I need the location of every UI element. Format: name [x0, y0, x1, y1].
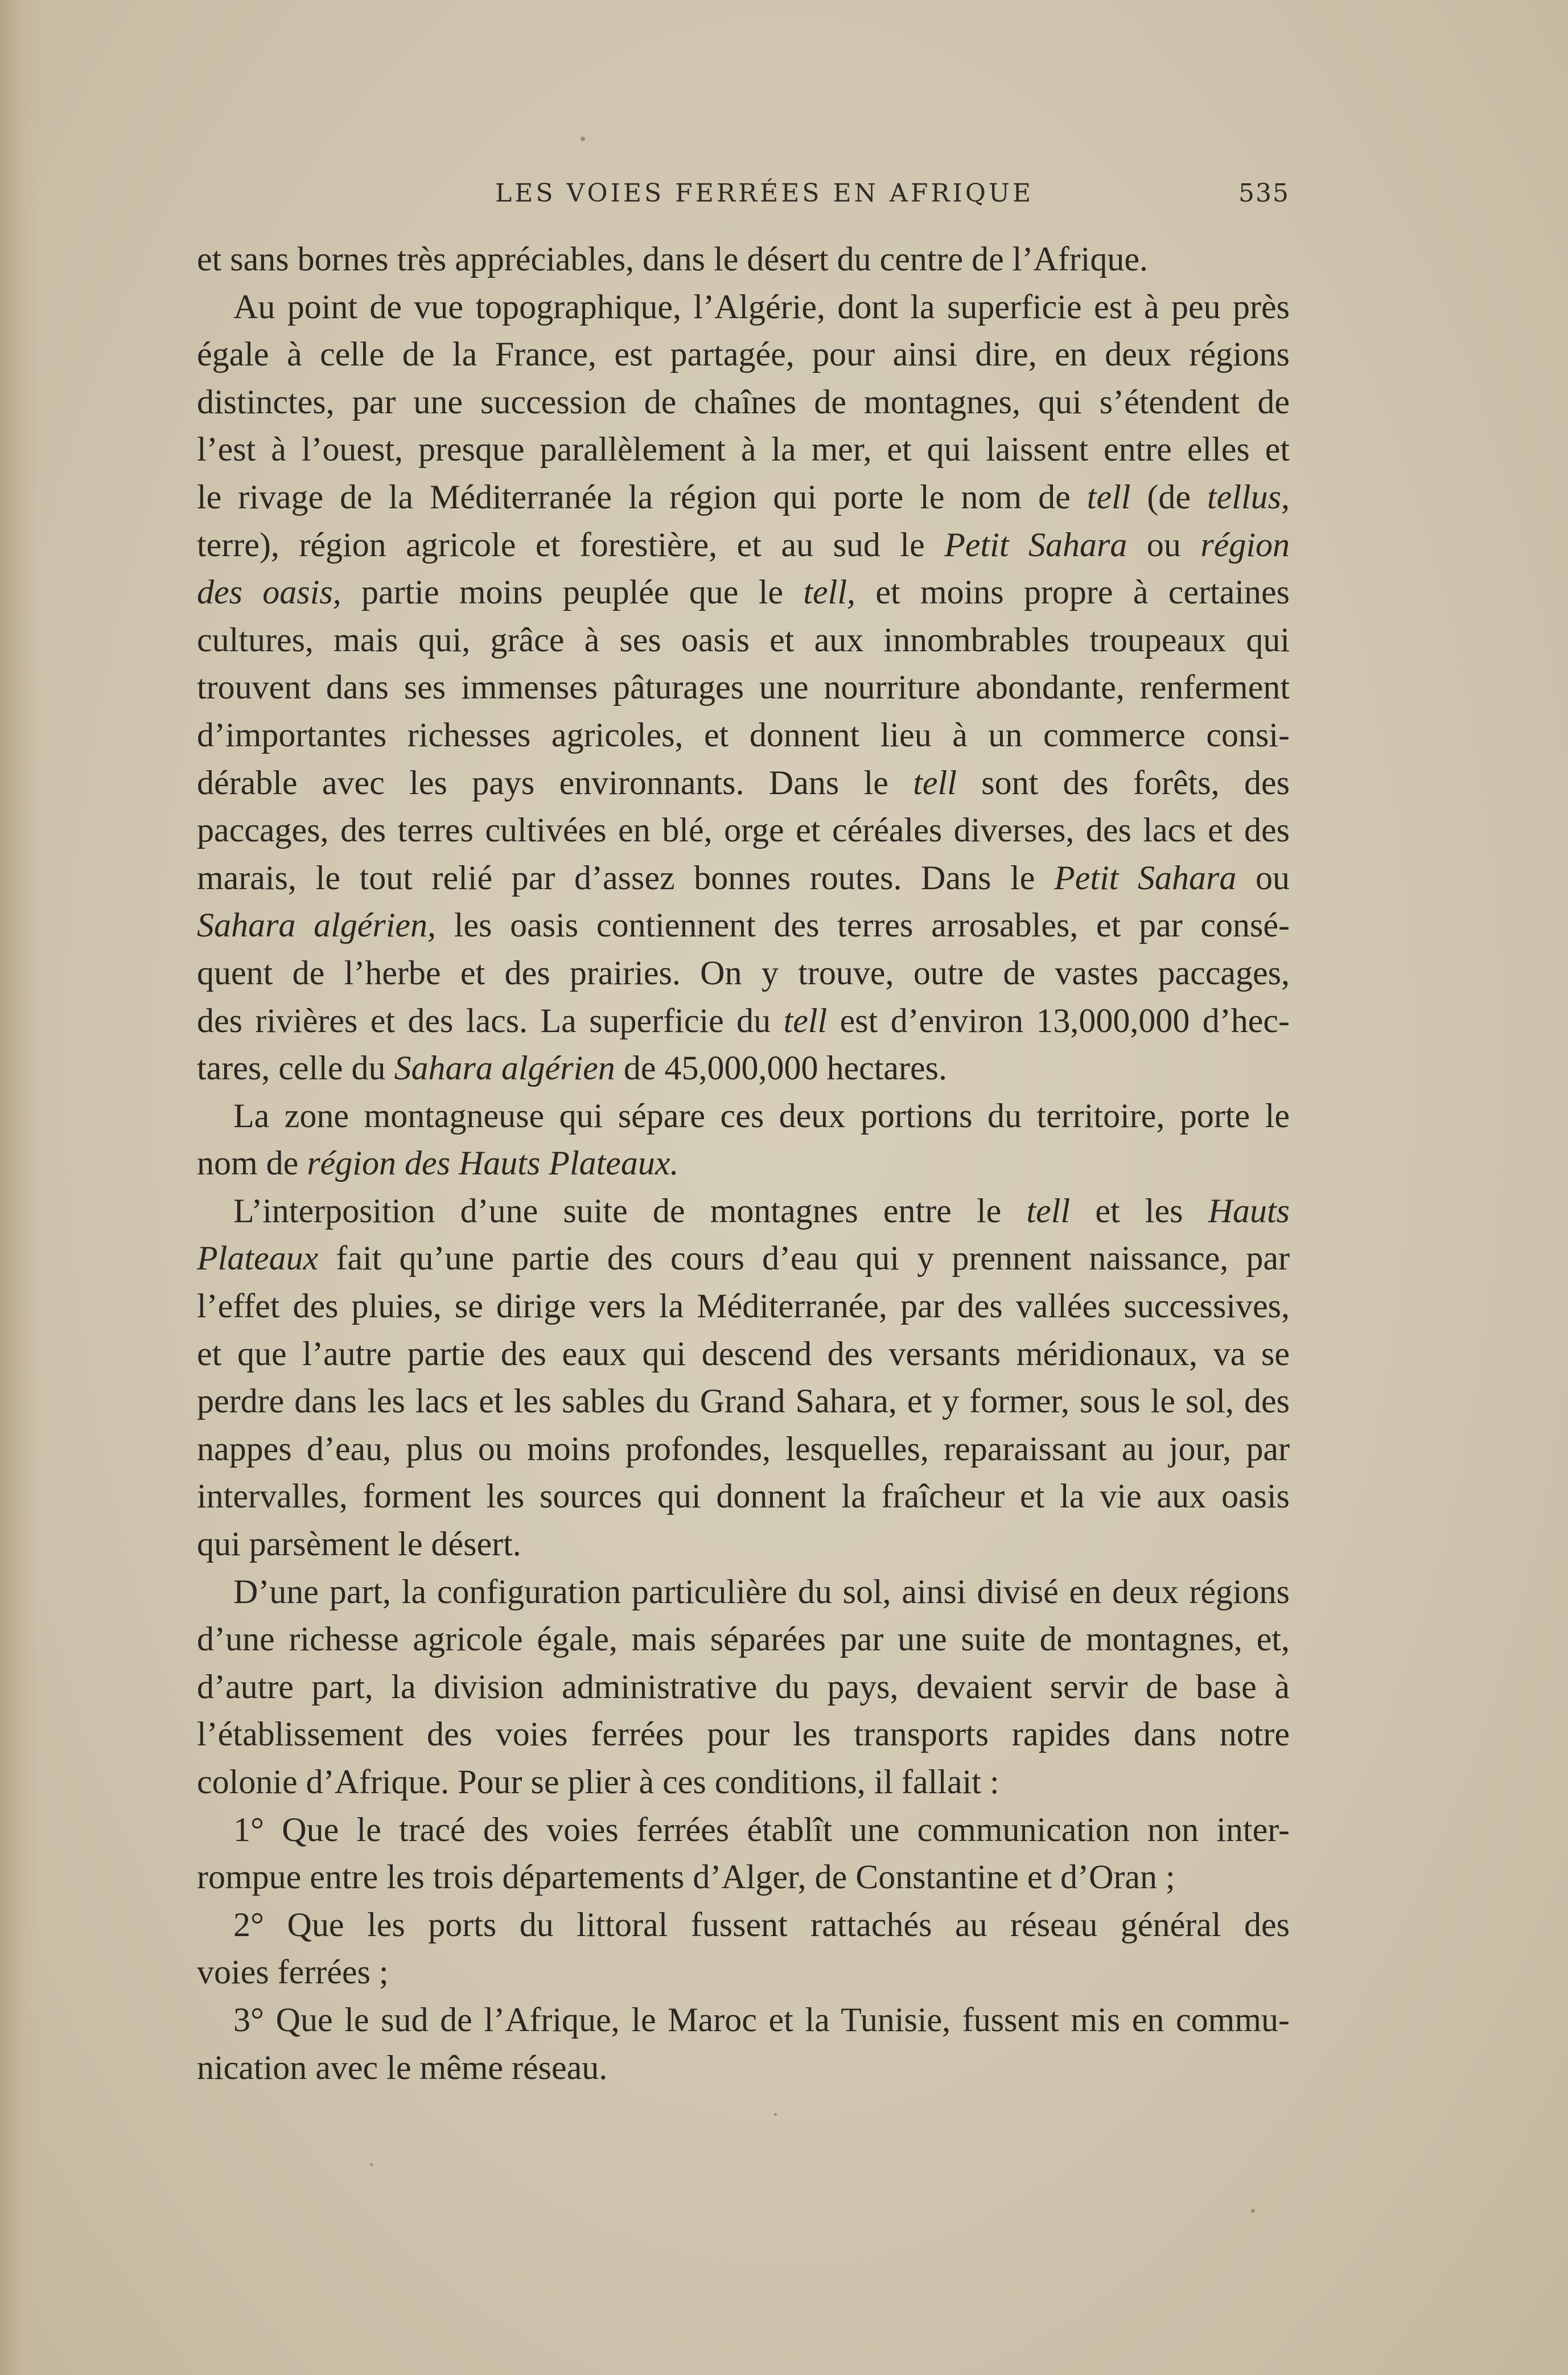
page-number: 535	[1238, 179, 1290, 208]
text-run: partie moins peuplée que le	[341, 573, 804, 611]
italic-term: région	[1200, 525, 1290, 564]
paper-speck	[1251, 2209, 1255, 2213]
text-line: D’une part, la configuration particulière du sol, ainsi divisé en deux régions	[233, 1572, 1290, 1610]
text-line: rompue entre les trois départements d’Alger, de Constantine et d’Oran ;	[197, 1858, 1175, 1896]
paragraph-continued	[197, 236, 1290, 283]
text-line	[197, 569, 1290, 617]
text-line: colonie d’Afrique. Pour se plier à ces conditions, il fallait :	[197, 1763, 999, 1801]
text-line: qui parsèment le désert.	[197, 1525, 521, 1563]
italic-term: tell	[913, 763, 957, 802]
text-line	[197, 474, 1290, 521]
page-gutter-shadow	[0, 0, 40, 2375]
text-run: ou	[1236, 858, 1290, 897]
italic-term: Petit Sahara	[1054, 858, 1237, 897]
list-item-3	[197, 1996, 1290, 2092]
text-line	[197, 759, 1290, 807]
text-line: et sans bornes très appréciables, dans le désert du centre de l’Afrique.	[197, 240, 1149, 278]
text-line: nappes d’eau, plus ou moins profondes, lesquelles, reparaissant au jour, par	[197, 1429, 1290, 1468]
italic-term: tell	[783, 1001, 828, 1039]
text-run: (de	[1130, 478, 1207, 516]
italic-term: Plateaux	[197, 1239, 319, 1277]
text-line: d’autre part, la division administrative du pays, devaient servir de base à	[197, 1667, 1290, 1706]
text-line: distinctes, par une succession de chaînes de montagnes, qui s’étendent de	[197, 383, 1290, 421]
text-line: cultures, mais qui, grâce à ses oasis et aux innombrables troupeaux qui	[197, 621, 1290, 659]
italic-term: tell	[1087, 478, 1131, 516]
text-line: d’une richesse agricole égale, mais séparées par une suite de montagnes, et,	[197, 1620, 1290, 1658]
text-run: sont des forêts, des	[956, 763, 1290, 802]
text-run: terre), région agricole et forestière, et au sud le	[197, 525, 945, 564]
text-run: tares, celle du	[197, 1049, 394, 1087]
text-line: paccages, des terres cultivées en blé, orge et céréales diverses, des lacs et des	[197, 811, 1290, 849]
text-run: des rivières et des lacs. La superficie du	[197, 1001, 784, 1039]
italic-term: Hauts	[1208, 1191, 1290, 1230]
italic-term: tellus,	[1207, 478, 1290, 516]
text-line	[197, 902, 1290, 950]
text-line	[197, 997, 1290, 1045]
text-run: est d’environ 13,000,000 d’hec-	[827, 1001, 1290, 1039]
paper-speck	[581, 137, 585, 141]
italic-term: Petit Sahara	[944, 525, 1127, 564]
body-text	[197, 236, 1290, 2092]
text-line: 2° Que les ports du littoral fussent rattachés au réseau général des	[233, 1905, 1290, 1943]
running-header	[197, 179, 1290, 215]
italic-term: tell,	[803, 573, 855, 611]
list-item-2	[197, 1901, 1290, 1996]
text-run: fait qu’une partie des cours d’eau qui y prennent naissance, par	[318, 1239, 1290, 1277]
text-line	[197, 1235, 1290, 1283]
text-run: nom de	[197, 1144, 307, 1182]
text-line: l’effet des pluies, se dirige vers la Méditerranée, par des vallées successives,	[197, 1287, 1290, 1325]
text-run: ou	[1127, 525, 1201, 564]
paragraph-mountains	[197, 1092, 1290, 1188]
italic-term: Sahara algérien	[394, 1049, 615, 1087]
text-line	[197, 1188, 1290, 1235]
paragraph-configuration	[197, 1568, 1290, 1806]
italic-term: tell	[1026, 1191, 1071, 1230]
text-line	[197, 1045, 1290, 1092]
text-run: de 45,000,000 hectares.	[615, 1049, 947, 1087]
running-title: LES VOIES FERRÉES EN AFRIQUE	[495, 179, 1034, 208]
text-line: 1° Que le tracé des voies ferrées établît une communication non inter-	[233, 1810, 1290, 1848]
text-line	[197, 854, 1290, 902]
text-run: le rivage de la Méditerranée la région qui porte le nom de	[197, 478, 1087, 516]
text-line: voies ferrées ;	[197, 1953, 389, 1991]
paper-speck	[774, 2113, 777, 2116]
text-line: perdre dans les lacs et les sables du Grand Sahara, et y former, sous le sol, des	[197, 1382, 1290, 1420]
text-line: l’est à l’ouest, presque parallèlement à la mer, et qui laissent entre elles et	[197, 430, 1290, 469]
text-line: trouvent dans ses immenses pâturages une nourriture abondante, renferment	[197, 668, 1290, 706]
text-run: dérable avec les pays environnants. Dans le	[197, 763, 913, 802]
text-run: les oasis contiennent des terres arrosables, et par consé-	[436, 906, 1290, 944]
paragraph-topography	[197, 283, 1290, 1092]
text-line	[197, 521, 1290, 569]
text-line: et que l’autre partie des eaux qui descend des versants méridionaux, va se	[197, 1334, 1290, 1373]
text-line: 3° Que le sud de l’Afrique, le Maroc et la Tunisie, fussent mis en commu-	[233, 2000, 1290, 2039]
text-line: l’établissement des voies ferrées pour les transports rapides dans notre	[197, 1715, 1290, 1753]
paragraph-interposition	[197, 1188, 1290, 1568]
text-line	[197, 1140, 1290, 1188]
italic-term: Sahara algérien,	[197, 906, 437, 944]
paper-speck	[370, 2163, 373, 2166]
italic-term: des oasis,	[197, 573, 341, 611]
text-run: marais, le tout relié par d’assez bonnes routes. Dans le	[197, 858, 1055, 897]
text-line: La zone montagneuse qui sépare ces deux portions du territoire, porte le	[233, 1096, 1290, 1135]
text-line: égale à celle de la France, est partagée, pour ainsi dire, en deux régions	[197, 335, 1290, 373]
text-run: et les	[1070, 1191, 1208, 1230]
text-run: et moins propre à certaines	[855, 573, 1290, 611]
text-line: nication avec le même réseau.	[197, 2048, 608, 2086]
text-line: quent de l’herbe et des prairies. On y trouve, outre de vastes paccages,	[197, 954, 1290, 992]
text-run: L’interposition d’une suite de montagnes entre le	[233, 1191, 1027, 1230]
text-line: d’importantes richesses agricoles, et donnent lieu à un commerce consi-	[197, 716, 1290, 754]
list-item-1	[197, 1806, 1290, 1901]
text-line: Au point de vue topographique, l’Algérie, dont la superficie est à peu près	[233, 287, 1290, 326]
italic-term: région des Hauts Plateaux.	[307, 1144, 679, 1182]
text-line: intervalles, forment les sources qui donnent la fraîcheur et la vie aux oasis	[197, 1477, 1290, 1515]
